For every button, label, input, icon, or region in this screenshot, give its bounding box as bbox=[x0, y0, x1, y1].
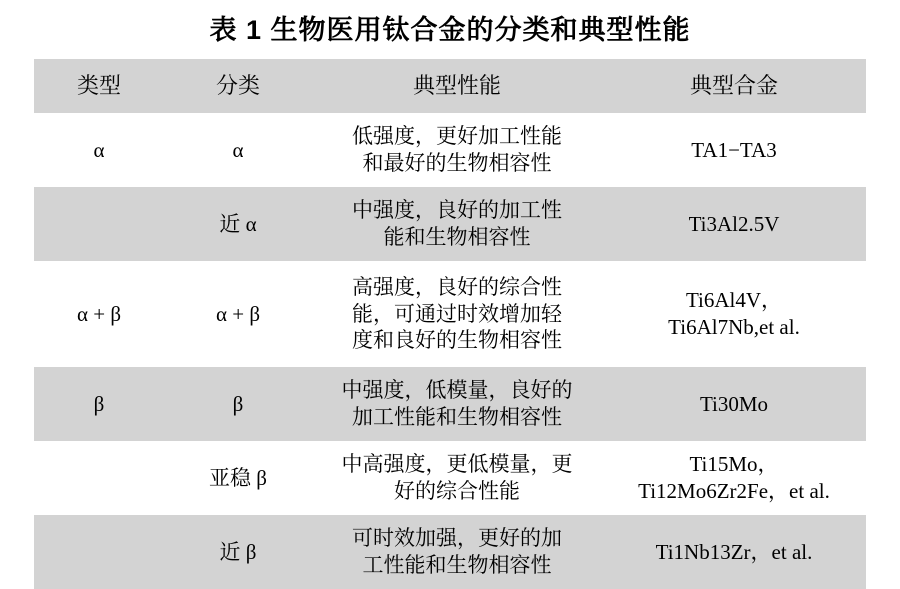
cell-type bbox=[34, 441, 164, 515]
column-header-properties: 典型性能 bbox=[312, 59, 602, 113]
cell-classification: 近 α bbox=[164, 187, 312, 261]
column-header-type: 类型 bbox=[34, 59, 164, 113]
column-header-classification: 分类 bbox=[164, 59, 312, 113]
table-row bbox=[34, 367, 866, 441]
cell-classification: α + β bbox=[164, 261, 312, 367]
table-body bbox=[34, 113, 866, 589]
table-row bbox=[34, 113, 866, 187]
titanium-alloy-table bbox=[34, 59, 866, 589]
cell-type bbox=[34, 187, 164, 261]
table-row bbox=[34, 187, 866, 261]
cell-type: β bbox=[34, 367, 164, 441]
cell-type bbox=[34, 515, 164, 589]
table-row bbox=[34, 441, 866, 515]
cell-classification: 亚稳 β bbox=[164, 441, 312, 515]
table-header bbox=[34, 59, 866, 113]
table-header-row bbox=[34, 59, 866, 113]
cell-type: α bbox=[34, 113, 164, 187]
cell-classification: α bbox=[164, 113, 312, 187]
cell-properties: 中强度，低模量，良好的 加工性能和生物相容性 bbox=[312, 367, 602, 441]
table-container bbox=[34, 59, 866, 589]
cell-properties: 中高强度，更低模量，更 好的综合性能 bbox=[312, 441, 602, 515]
cell-alloys: Ti15Mo， Ti12Mo6Zr2Fe，et al. bbox=[602, 441, 866, 515]
cell-properties: 低强度，更好加工性能 和最好的生物相容性 bbox=[312, 113, 602, 187]
table-title: 表 1 生物医用钛合金的分类和典型性能 bbox=[209, 15, 691, 45]
cell-classification: β bbox=[164, 367, 312, 441]
cell-properties: 中强度，良好的加工性 能和生物相容性 bbox=[312, 187, 602, 261]
cell-alloys: Ti1Nb13Zr，et al. bbox=[602, 515, 866, 589]
cell-alloys: Ti30Mo bbox=[602, 367, 866, 441]
column-header-alloys: 典型合金 bbox=[602, 59, 866, 113]
cell-properties: 可时效加强，更好的加 工性能和生物相容性 bbox=[312, 515, 602, 589]
table-row bbox=[34, 515, 866, 589]
cell-alloys: Ti3Al2.5V bbox=[602, 187, 866, 261]
cell-properties: 高强度，良好的综合性 能，可通过时效增加轻 度和良好的生物相容性 bbox=[312, 261, 602, 367]
table-row bbox=[34, 261, 866, 367]
cell-alloys: TA1−TA3 bbox=[602, 113, 866, 187]
cell-alloys: Ti6Al4V， Ti6Al7Nb,et al. bbox=[602, 261, 866, 367]
cell-type: α + β bbox=[34, 261, 164, 367]
cell-classification: 近 β bbox=[164, 515, 312, 589]
